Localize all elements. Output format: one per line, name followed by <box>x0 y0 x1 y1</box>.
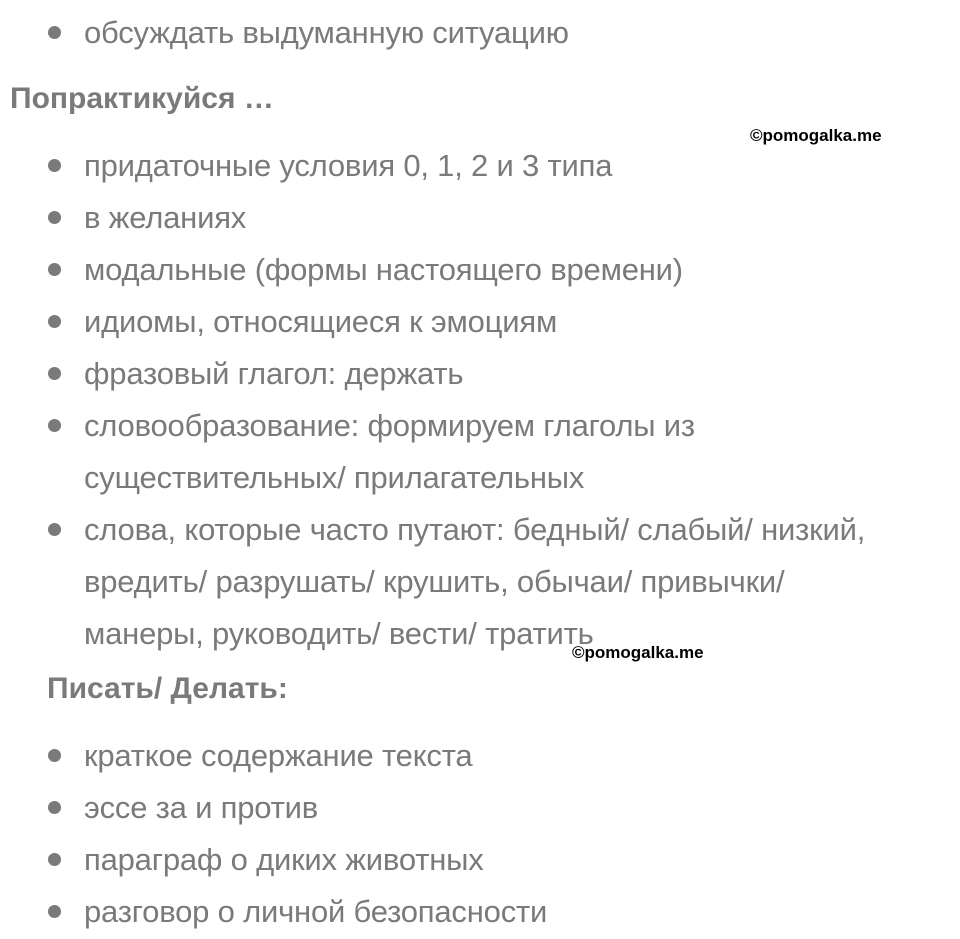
bullet-icon <box>48 26 61 39</box>
bullet-icon <box>48 801 61 814</box>
bullet-icon <box>48 749 61 762</box>
list-item-text: параграф о диких животных <box>84 842 484 877</box>
list-item-text-line: вредить/ разрушать/ крушить, обычаи/ привычки/ <box>84 564 785 599</box>
list-item-text: придаточные условия 0, 1, 2 и 3 типа <box>84 148 613 183</box>
list-item-text: фразовый глагол: держать <box>84 356 464 391</box>
list-item-text-line: существительных/ прилагательных <box>84 460 585 495</box>
list-item-text: эссе за и против <box>84 790 319 825</box>
list-item-text-line: словообразование: формируем глаголы из <box>84 408 695 443</box>
section-heading-write: Писать/ Делать: <box>47 672 288 705</box>
list-item <box>0 730 960 782</box>
list-item-text: модальные (формы настоящего времени) <box>84 252 683 287</box>
watermark-text: ©pomogalka.me <box>572 643 704 662</box>
list-item <box>0 296 960 348</box>
section-heading-practice: Попрактикуйся … <box>10 82 274 115</box>
watermark-text: ©pomogalka.me <box>750 126 882 145</box>
list-item-text: разговор о личной безопасности <box>84 894 548 929</box>
list-item <box>0 348 960 400</box>
list-item <box>0 244 960 296</box>
list-item <box>0 192 960 244</box>
bullet-icon <box>48 367 61 380</box>
bullet-icon <box>48 905 61 918</box>
list-item-text: идиомы, относящиеся к эмоциям <box>84 304 558 339</box>
bullet-icon <box>48 211 61 224</box>
bullet-icon <box>48 159 61 172</box>
list-item-text-line: манеры, руководить/ вести/ тратить <box>84 616 594 651</box>
list-item-text: краткое содержание текста <box>84 738 473 773</box>
bullet-icon <box>48 263 61 276</box>
list-item <box>0 782 960 834</box>
practice-list <box>0 140 960 660</box>
write-list <box>0 730 960 938</box>
list-item <box>0 834 960 886</box>
intro-list <box>0 7 960 59</box>
list-item <box>0 400 960 504</box>
bullet-icon <box>48 853 61 866</box>
list-item <box>0 886 960 938</box>
list-item-text: обсуждать выдуманную ситуацию <box>84 15 569 50</box>
bullet-icon <box>48 315 61 328</box>
bullet-icon <box>48 523 61 536</box>
list-item <box>0 504 960 660</box>
list-item <box>0 140 960 192</box>
bullet-icon <box>48 419 61 432</box>
list-item-text: в желаниях <box>84 200 247 235</box>
list-item <box>0 7 960 59</box>
list-item-text-line: слова, которые часто путают: бедный/ слабый/ низкий, <box>84 512 866 547</box>
